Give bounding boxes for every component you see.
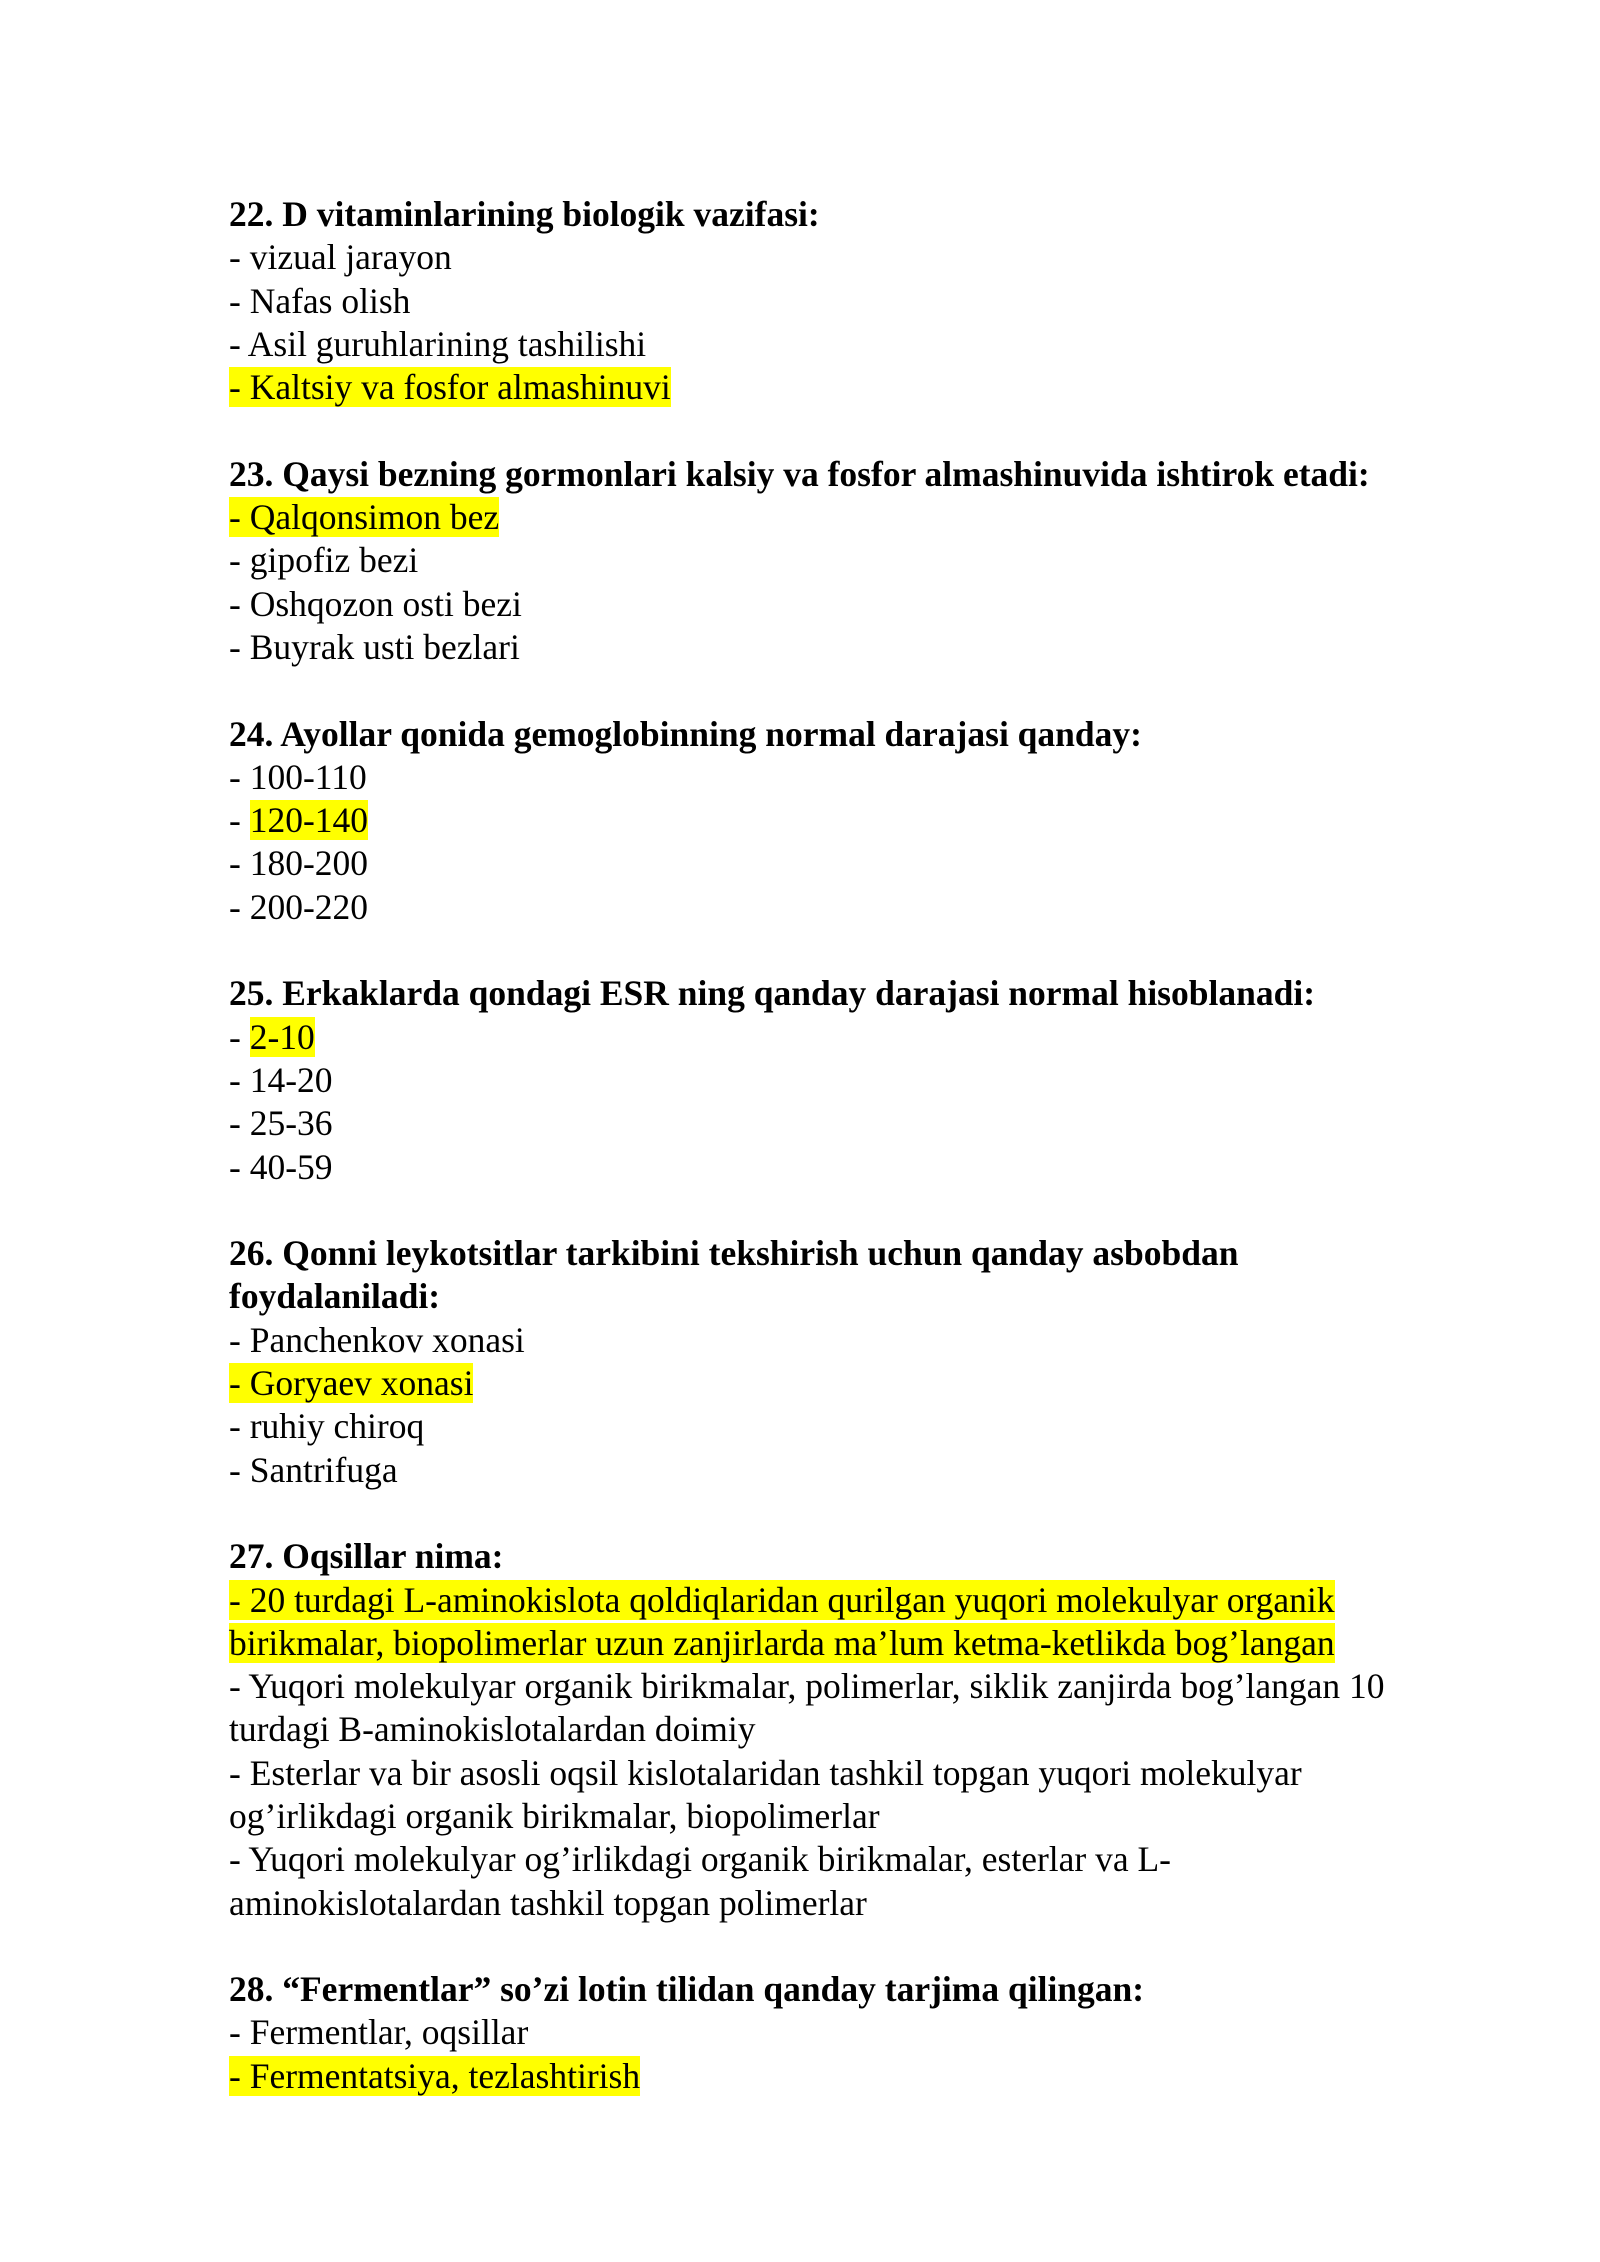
option: - Santrifuga (229, 1449, 398, 1490)
question-23 (229, 453, 1479, 669)
option: - Asil guruhlarining tashilishi (229, 323, 647, 364)
question-28 (229, 1968, 1479, 2098)
question-title: 24. Ayollar qonida gemoglobinning normal darajasi qanday: (229, 713, 1142, 754)
option-correct: - 120-140 (229, 800, 369, 841)
highlighted-answer: - Qalqonsimon bez (229, 497, 500, 538)
option: - Panchenkov xonasi (229, 1319, 525, 1360)
question-title-line: foydalaniladi: (229, 1276, 441, 1317)
option-correct-line (229, 1622, 1479, 1665)
highlighted-answer: birikmalar, biopolimerlar uzun zanjirlarda ma’lum ketma-ketlikda bog’langan (229, 1622, 1335, 1663)
question-title-line: 26. Qonni leykotsitlar tarkibini tekshirish uchun qanday asbobdan (229, 1233, 1239, 1274)
option-line: aminokislotalardan tashkil topgan polimerlar (229, 1882, 867, 1923)
question-title: 27. Oqsillar nima: (229, 1536, 504, 1577)
option-correct: - 2-10 (229, 1016, 315, 1057)
highlighted-answer: - Goryaev xonasi (229, 1363, 474, 1404)
option: - Nafas olish (229, 280, 411, 321)
highlighted-answer: 2-10 (249, 1016, 315, 1057)
option: - ruhiy chiroq (229, 1406, 425, 1447)
option: - Fermentlar, oqsillar (229, 2012, 529, 2053)
option: - 100-110 (229, 756, 367, 797)
option: - 180-200 (229, 843, 369, 884)
highlighted-answer: - Fermentatsiya, tezlashtirish (229, 2055, 641, 2096)
option: - Oshqozon osti bezi (229, 583, 522, 624)
question-title: 22. D vitaminlarining biologik vazifasi: (229, 194, 820, 234)
highlighted-answer: - Kaltsiy va fosfor almashinuvi (229, 367, 671, 408)
option-line: - Yuqori molekulyar og’irlikdagi organik birikmalar, esterlar va L- (229, 1839, 1171, 1880)
option-line: - Yuqori molekulyar organik birikmalar, polimerlar, siklik zanjirda bog’langan 10 (229, 1666, 1385, 1707)
option: - gipofiz bezi (229, 540, 419, 581)
option: - 14-20 (229, 1059, 333, 1100)
option-correct (229, 366, 1479, 409)
question-title: 23. Qaysi bezning gormonlari kalsiy va fosfor almashinuvida ishtirok etadi: (229, 453, 1370, 494)
question-25 (229, 972, 1479, 1188)
option-correct-line (229, 1579, 1479, 1622)
option-correct (229, 496, 1479, 539)
option: - vizual jarayon (229, 237, 452, 278)
option: - 25-36 (229, 1103, 333, 1144)
option-line: - Esterlar va bir asosli oqsil kislotalaridan tashkil topgan yuqori molekulyar (229, 1752, 1302, 1793)
highlighted-answer: 120-140 (249, 800, 369, 841)
option: - 200-220 (229, 886, 369, 927)
option-line: turdagi B-aminokislotalardan doimiy (229, 1709, 756, 1750)
option-correct (229, 2055, 1479, 2098)
option-correct (229, 1362, 1479, 1405)
question-26 (229, 1232, 1479, 1492)
option: - 40-59 (229, 1146, 333, 1187)
option-line: og’irlikdagi organik birikmalar, biopolimerlar (229, 1795, 880, 1836)
question-27 (229, 1535, 1479, 1925)
question-24 (229, 713, 1479, 929)
question-22 (229, 193, 1479, 409)
highlighted-answer: - 20 turdagi L-aminokislota qoldiqlaridan qurilgan yuqori molekulyar organik (229, 1579, 1335, 1620)
question-title: 28. “Fermentlar” so’zi lotin tilidan qanday tarjima qilingan: (229, 1969, 1145, 2010)
question-title: 25. Erkaklarda qondagi ESR ning qanday darajasi normal hisoblanadi: (229, 973, 1316, 1014)
option: - Buyrak usti bezlari (229, 626, 520, 667)
document-page (229, 193, 1479, 2141)
